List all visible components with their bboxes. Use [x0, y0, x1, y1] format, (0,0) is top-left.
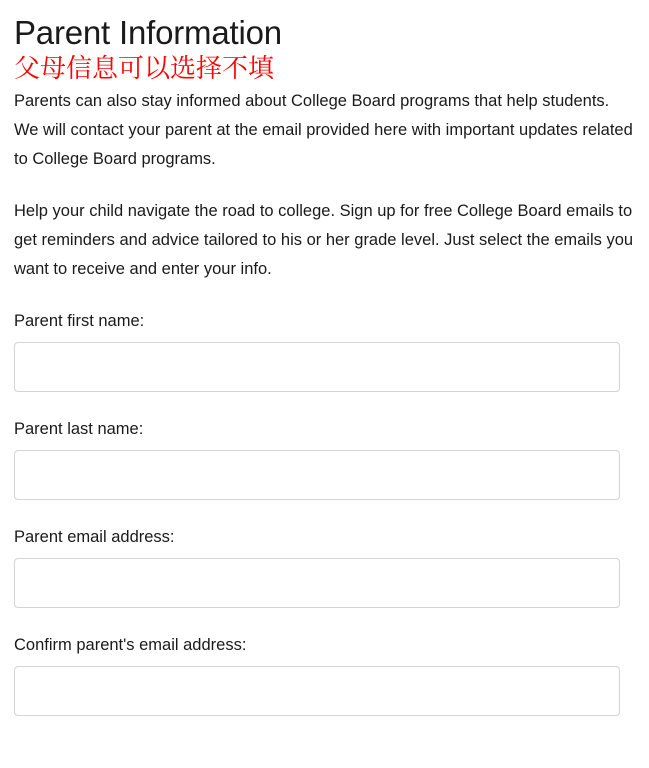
confirm-parent-email-input[interactable]	[14, 666, 620, 716]
page-subtitle-chinese: 父母信息可以选择不填	[14, 52, 275, 83]
parent-last-name-label: Parent last name:	[14, 420, 144, 439]
parent-last-name-input[interactable]	[14, 450, 620, 500]
field-parent-first-name	[14, 310, 635, 392]
field-confirm-parent-email	[14, 634, 635, 716]
page-title: Parent Information	[14, 14, 282, 51]
intro-paragraph-2: Help your child navigate the road to college. Sign up for free College Board emails to get reminders and advice tailored to his or her grade level. Just select the emails you want to receive and enter your info.	[14, 202, 634, 279]
intro-paragraph-1: Parents can also stay informed about College Board programs that help students. We will contact your parent at the email provided here with important updates related to College Board programs.	[14, 91, 633, 168]
field-parent-email	[14, 526, 635, 608]
parent-first-name-label: Parent first name:	[14, 312, 145, 331]
field-parent-last-name	[14, 418, 635, 500]
confirm-parent-email-label: Confirm parent's email address:	[14, 636, 247, 655]
parent-email-input[interactable]	[14, 558, 620, 608]
parent-first-name-input[interactable]	[14, 342, 620, 392]
parent-email-label: Parent email address:	[14, 528, 175, 547]
